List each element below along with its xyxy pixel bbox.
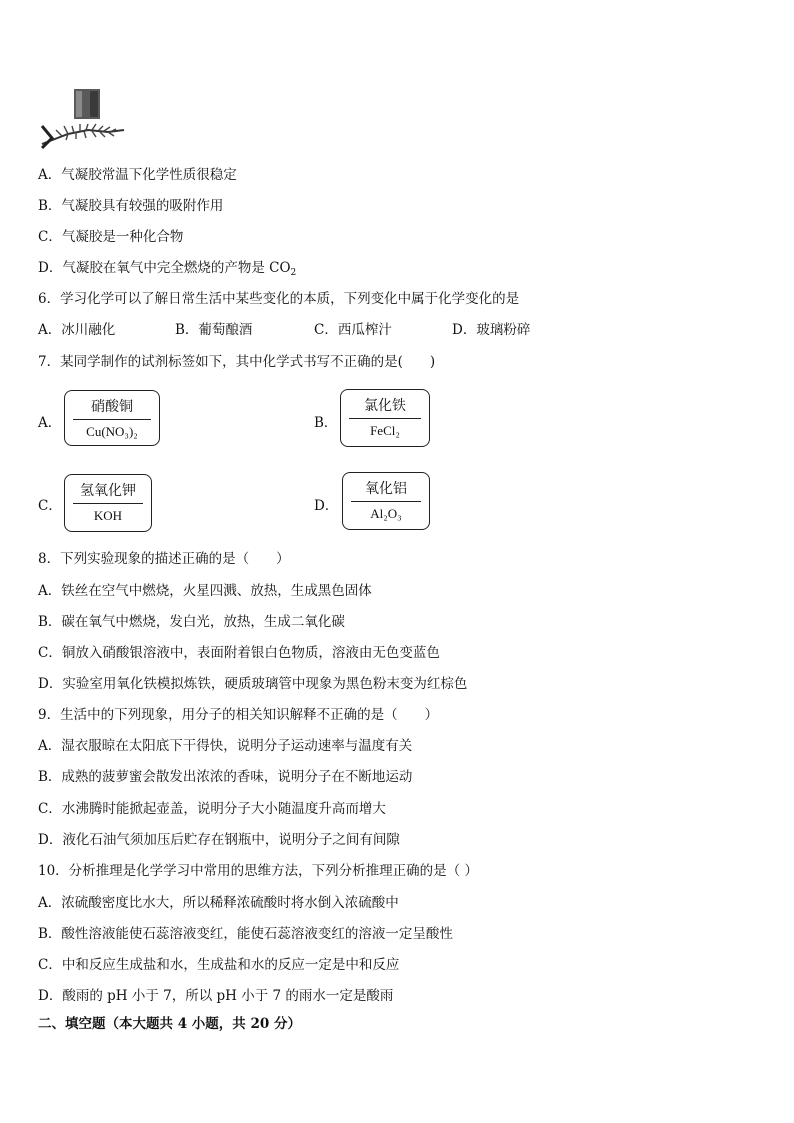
q10-option-b: B．酸性溶液能使石蕊溶液变红，能使石蕊溶液变红的溶液一定呈酸性 — [38, 926, 453, 942]
q6-option-c: C．西瓜榨汁 — [314, 322, 392, 338]
q5-option-a: A．气凝胶常温下化学性质很稳定 — [38, 167, 237, 183]
q7-label-d-formula: Al₂O₃ — [370, 506, 402, 521]
q7-label-c-formula: KOH — [93, 508, 123, 523]
q7-stem: 7．某同学制作的试剂标签如下，其中化学式书写不正确的是( ) — [38, 354, 436, 370]
q7-option-a-letter: A． — [38, 415, 62, 431]
q7-label-d — [342, 472, 430, 530]
q6-option-d: D．玻璃粉碎 — [452, 322, 531, 338]
q7-option-d-letter: D． — [314, 498, 339, 514]
q7-label-a-name: 硝酸铜 — [73, 397, 151, 420]
q7-label-a — [64, 390, 160, 446]
q7-label-d-name: 氧化铝 — [351, 479, 421, 502]
section-heading: 二、填空题（本大题共 4 小题，共 20 分） — [38, 1016, 301, 1032]
q7-option-c-letter: C． — [38, 498, 62, 514]
q10-option-c: C．中和反应生成盐和水，生成盐和水的反应一定是中和反应 — [38, 957, 400, 973]
q7-label-c-name: 氢氧化钾 — [73, 481, 143, 504]
q9-option-a: A．湿衣服晾在太阳底下干得快，说明分子运动速率与温度有关 — [38, 738, 413, 754]
q9-stem: 9．生活中的下列现象，用分子的相关知识解释不正确的是（ ） — [38, 707, 439, 723]
q6-options — [38, 321, 558, 339]
q6-stem: 6．学习化学可以了解日常生活中某些变化的本质，下列变化中属于化学变化的是 — [38, 291, 520, 307]
q9-option-d: D．液化石油气须加压后贮存在钢瓶中，说明分子之间有间隙 — [38, 832, 400, 848]
q7-label-a-formula: Cu(NO₃)₂ — [86, 424, 138, 439]
q8-option-b: B．碳在氧气中燃烧，发白光，放热，生成二氧化碳 — [38, 614, 345, 630]
q7-option-b-letter: B． — [314, 415, 338, 431]
q10-option-d: D．酸雨的 pH 小于 7，所以 pH 小于 7 的雨水一定是酸雨 — [38, 988, 394, 1004]
q7-label-b — [340, 389, 430, 447]
q8-option-d: D．实验室用氧化铁模拟炼铁，硬质玻璃管中现象为黑色粉末变为红棕色 — [38, 676, 468, 692]
q6-option-b: B．葡萄酿酒 — [175, 322, 253, 338]
q8-stem: 8．下列实验现象的描述正确的是（ ） — [38, 551, 290, 567]
q7-label-b-name: 氯化铁 — [349, 396, 421, 419]
q8-option-c: C．铜放入硝酸银溶液中，表面附着银白色物质，溶液由无色变蓝色 — [38, 645, 440, 661]
q5-option-c: C．气凝胶是一种化合物 — [38, 229, 184, 245]
q10-stem: 10．分析推理是化学学习中常用的思维方法，下列分析推理正确的是（ ） — [38, 863, 478, 879]
q9-option-c: C．水沸腾时能掀起壶盖，说明分子大小随温度升高而增大 — [38, 801, 386, 817]
q10-option-a: A．浓硫酸密度比水大，所以稀释浓硫酸时将水倒入浓硫酸中 — [38, 895, 399, 911]
q8-option-a: A．铁丝在空气中燃烧，火星四溅、放热，生成黑色固体 — [38, 583, 372, 599]
q5-option-b: B．气凝胶具有较强的吸附作用 — [38, 198, 224, 214]
q6-option-a: A．冰川融化 — [38, 322, 116, 338]
q7-label-b-formula: FeCl₂ — [370, 423, 400, 438]
q9-option-b: B．成熟的菠萝蜜会散发出浓浓的香味，说明分子在不断地运动 — [38, 769, 413, 785]
q5-option-d: D．气凝胶在氧气中完全燃烧的产物是 $CO_2$ — [38, 260, 297, 278]
aerogel-flower-image — [38, 86, 128, 152]
q7-label-c — [64, 474, 152, 532]
